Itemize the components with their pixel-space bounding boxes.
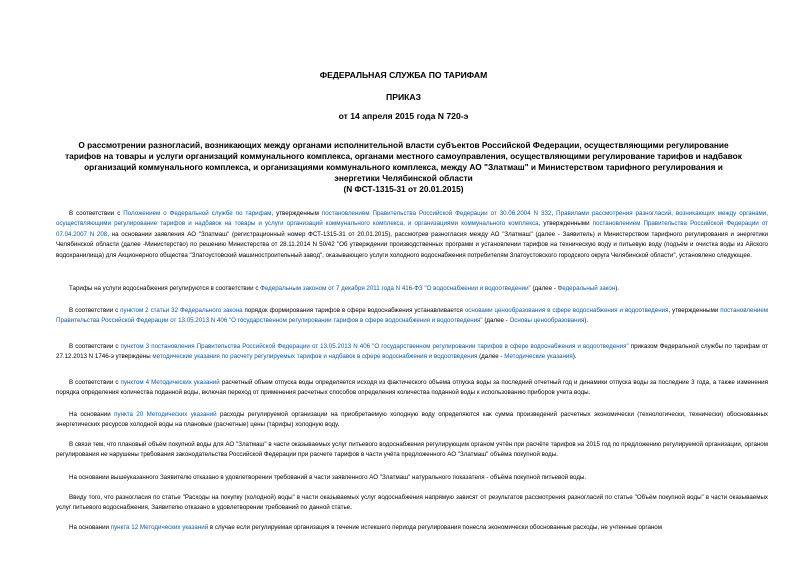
paragraph-text: ).: [615, 285, 620, 292]
paragraph-text: ).: [584, 317, 589, 325]
document-link[interactable]: постановлением Правительства Российской Федерации от 30.06.2004 N 332: [321, 210, 552, 217]
agency-heading: ФЕДЕРАЛЬНАЯ СЛУЖБА ПО ТАРИФАМ: [319, 70, 488, 80]
paragraph: [56, 493, 768, 514]
paragraph-text: В соответствии с: [69, 379, 121, 386]
paragraph: [56, 209, 768, 261]
paragraph-text: приказом Федеральной службы по тарифам от 27.12.2013 N 1746-э утверждены: [56, 343, 769, 361]
document-link[interactable]: постановлением Правительства Российской Федерации от 07.04.2007 N 208: [56, 220, 768, 238]
paragraph-text: расходы регулируемой организации на приобретаемую холодную воду определяются как сумма произведений расчетных экономически (технологически, технически) обоснованных энергетических ресурсов холодной воды на плановые (расчетные) цены (тарифы) холодную воду.: [56, 411, 768, 429]
paragraph-text: В соответствии с: [69, 307, 121, 314]
title-line-4: энергетики Челябинской области: [334, 173, 473, 183]
title-line-2: тарифов на товары и услуги организаций коммунального комплекса, органами местного самоуправления, осуществляющими регулирование тарифов и надбавок: [65, 151, 742, 161]
paragraph-text: расчетный объем отпуска воды определяется исходя из фактического объема отпуска воды за последний отчетный год и динамики отпуска воды за последние 3 года, а также изменения порядка определения количества поданной воды, включая переход от применения расчетных способов определения количества поданной воды к использованию приборов учета воды.: [56, 379, 768, 397]
paragraph-text: Ввиду того, что разногласия по статье "Расходы на покупку (холодной) воды" в части оказываемых услуг водоснабжения напрямую зависят от результатов рассмотрения разногласий по статье "Объём покупной воды" в части оказываемых услуг питьевого водоснабжения, Заявителю отказано в удовлетворении требований по данной статье.: [56, 494, 768, 512]
paragraph-text: На основании: [69, 524, 111, 531]
paragraph-text: ,: [551, 210, 557, 217]
document-link[interactable]: основами ценообразования в сфере водоснабжения и водоотведения: [464, 307, 669, 314]
paragraph: [56, 306, 768, 327]
paragraph-text: ).: [572, 353, 577, 361]
paragraph-text: Тарифы на услуги водоснабжения регулируются в соответствии с: [69, 285, 261, 292]
paragraph-text: , утвержденными: [668, 307, 721, 314]
document-link[interactable]: Федеральный закон: [557, 285, 616, 292]
paragraph-text: В связи тем, что плановый объём покупной воды для АО "Златмаш" в части оказываемых услуг питьевого водоснабжения регулирующим органом учтён при расчёте тарифов на 2015 год по предложению регулируемой организации, органом регулирования не нарушены требования законодательства Российской Федерации при расчете тарифов в части учёта предложенного АО "Златмаш" объёма покупной воды.: [56, 441, 768, 459]
paragraph-text: , на основании заявления АО "Златмаш" (регистрационный номер ФСТ-1315-31 от 20.01.2015), рассмотрев разногласия между АО "Златмаш" (далее - Заявитель) и Министерством тарифного регулирования и энергетики Челябинской области (далее -Министерство) по решению Министерства от 28.11.2014 N 50/42 "Об утверждении производственных программ и установлении тарифов на техническую воду и питьевую воду (подъём и очистка воды из Айского водохранилища) для Акционерного общества "Златоустовский машиностроительный завод", оказывающего услуги холодного водоснабжения потребителям Златоустовского городского округа Челябинской области", установлено следующее.: [56, 230, 769, 259]
paragraph: [56, 378, 768, 399]
document-link[interactable]: Правилами рассмотрения разногласий, возникающих между органами, осуществляющими регулирование тарифов и надбавок на товары и услуги организаций коммунального комплекса, и организациями коммунального комплекса: [56, 210, 768, 228]
paragraph-text: , утвержденным: [271, 210, 322, 217]
document-link[interactable]: Методические указания: [504, 353, 573, 361]
document-link[interactable]: пункта 12 Методических указаний: [110, 524, 209, 531]
paragraph-text: в случае если регулируемая организация в течение истекшего периода регулирования понесла экономически обоснованные расходы, не учтенные органом: [208, 524, 662, 531]
document-link[interactable]: пункта 20 Методических указаний: [114, 411, 217, 418]
paragraph-text: На основании: [69, 411, 115, 418]
paragraph-text: На основании вышеуказанного Заявителю отказано в удовлетворении требований в части заявленного АО "Златмаш" натурального показателя - объёма покупной питьевой воды.: [69, 474, 587, 481]
document-link[interactable]: постановлением Правительства Российской Федерации от 13.05.2013 N 406 "О государственном регулировании тарифов в сфере водоснабжения и водоотведения": [56, 307, 769, 325]
paragraph: [56, 410, 768, 431]
paragraph-text: В соответствии с: [69, 210, 124, 217]
paragraph-text: (далее -: [482, 317, 510, 325]
document-link[interactable]: Положением о Федеральной службе по тарифам: [123, 210, 272, 217]
document-link[interactable]: методические указания по расчету регулируемых тарифов и надбавок в сфере водоснабжения и водоотведения: [152, 353, 478, 361]
document-link[interactable]: пунктом 2 статьи 32 Федерального закона: [120, 307, 243, 314]
document-date-number: от 14 апреля 2015 года N 720-э: [338, 111, 469, 121]
document-link[interactable]: пунктом 3 постановления Правительства Российской Федерации от 13.05.2013 N 406 "О государственном регулировании тарифов в сфере водоснабжения и водоотведения": [120, 343, 629, 350]
document-type: ПРИКАЗ: [386, 92, 421, 102]
document-link[interactable]: пунктом 4 Методических указаний: [120, 379, 220, 386]
paragraph-text: (далее -: [530, 285, 558, 292]
paragraph: [56, 473, 768, 483]
document-link[interactable]: Федеральным законом от 7 декабря 2011 года N 416-ФЗ "О водоснабжении и водоотведении": [260, 285, 531, 292]
paragraph-text: (далее -: [477, 353, 505, 361]
paragraph: [56, 342, 768, 363]
paragraph: [56, 523, 768, 533]
paragraph-text: , утвержденными: [538, 220, 593, 228]
title-line-3: организаций коммунального комплекса, и организациями коммунального комплекса, между АО "Златмаш" и Министерством тарифного регулирования и: [84, 162, 723, 172]
paragraph: [56, 440, 768, 461]
title-line-1: О рассмотрении разногласий, возникающих между органами исполнительной власти субъектов Российской Федерации, осуществляющими регулирование: [78, 140, 729, 150]
paragraph-text: В соответствии с: [69, 343, 121, 350]
title-line-5: (N ФСТ-1315-31 от 20.01.2015): [343, 184, 464, 194]
paragraph: [56, 284, 768, 294]
document-link[interactable]: Основы ценообразования: [509, 317, 585, 325]
paragraph-text: порядок формирования тарифов в сфере водоснабжения устанавливается: [242, 307, 465, 314]
